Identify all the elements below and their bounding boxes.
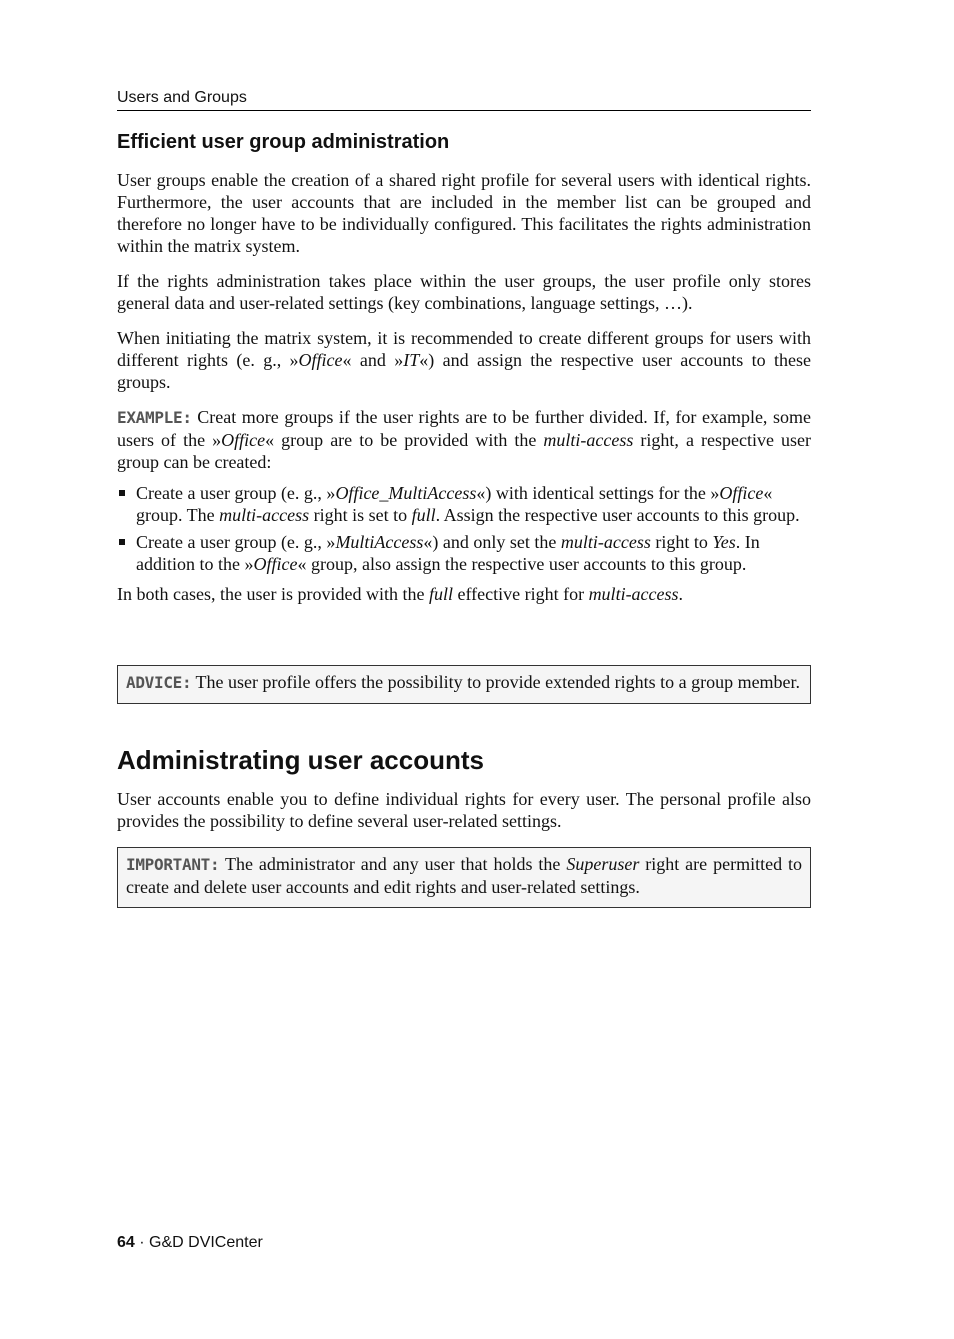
paragraph-example: EXAMPLE: Creat more groups if the user rights are to be further divided. If, for example, some users of the »Office« group are to be provided with the multi-access right, a respective user group can be created: (117, 407, 812, 472)
list-item: Create a user group (e. g., »MultiAccess«) and only set the multi-access right to Yes. In addition to the »Office« group, also assign the respective user accounts to this group. (117, 531, 811, 575)
example-label: EXAMPLE: (117, 408, 192, 427)
list-item: Create a user group (e. g., »Office_MultiAccess«) with identical settings for the »Office« group. The multi-access right is set to full. Assign the respective user accounts to this group. (117, 482, 811, 526)
page-number: 64 (117, 1234, 135, 1251)
advice-box: ADVICE: The user profile offers the possibility to provide extended rights to a group member. (117, 665, 811, 704)
paragraph-profile: If the rights administration takes place within the user groups, the user profile only stores general data and user-related settings (key combinations, language settings, …). (117, 271, 811, 313)
important-label: IMPORTANT: (126, 855, 220, 874)
section-heading-group-admin: Efficient user group administration (117, 131, 450, 153)
advice-label: ADVICE: (126, 673, 192, 692)
paragraph-conclusion: In both cases, the user is provided with the full effective right for multi-access. (117, 584, 684, 604)
section-heading-user-accounts: Administrating user accounts (117, 745, 484, 775)
section2-body (117, 788, 811, 832)
example-bullet-list (117, 482, 811, 575)
important-box: IMPORTANT: The administrator and any user that holds the Superuser right are permitted to create and delete user accounts and edit rights and user-related settings. (117, 847, 811, 908)
running-header: Users and Groups (117, 89, 811, 111)
section1-body (117, 169, 811, 605)
paragraph-initiating: When initiating the matrix system, it is recommended to create different groups for users with different rights (e. g., »Office« and »IT«) and assign the respective user accounts to these groups. (117, 328, 811, 392)
paragraph-intro: User groups enable the creation of a shared right profile for several users with identical rights. Furthermore, the user accounts that are included in the member list can be grouped and therefore no longer have to be individually configured. This facilitates the rights administration within the matrix system. (117, 170, 811, 256)
page-footer: 64 · G&D DVICenter (117, 1234, 263, 1251)
paragraph-user-accounts: User accounts enable you to define individual rights for every user. The personal profile also provides the possibility to define several user-related settings. (117, 789, 811, 831)
product-name: G&D DVICenter (149, 1234, 263, 1251)
